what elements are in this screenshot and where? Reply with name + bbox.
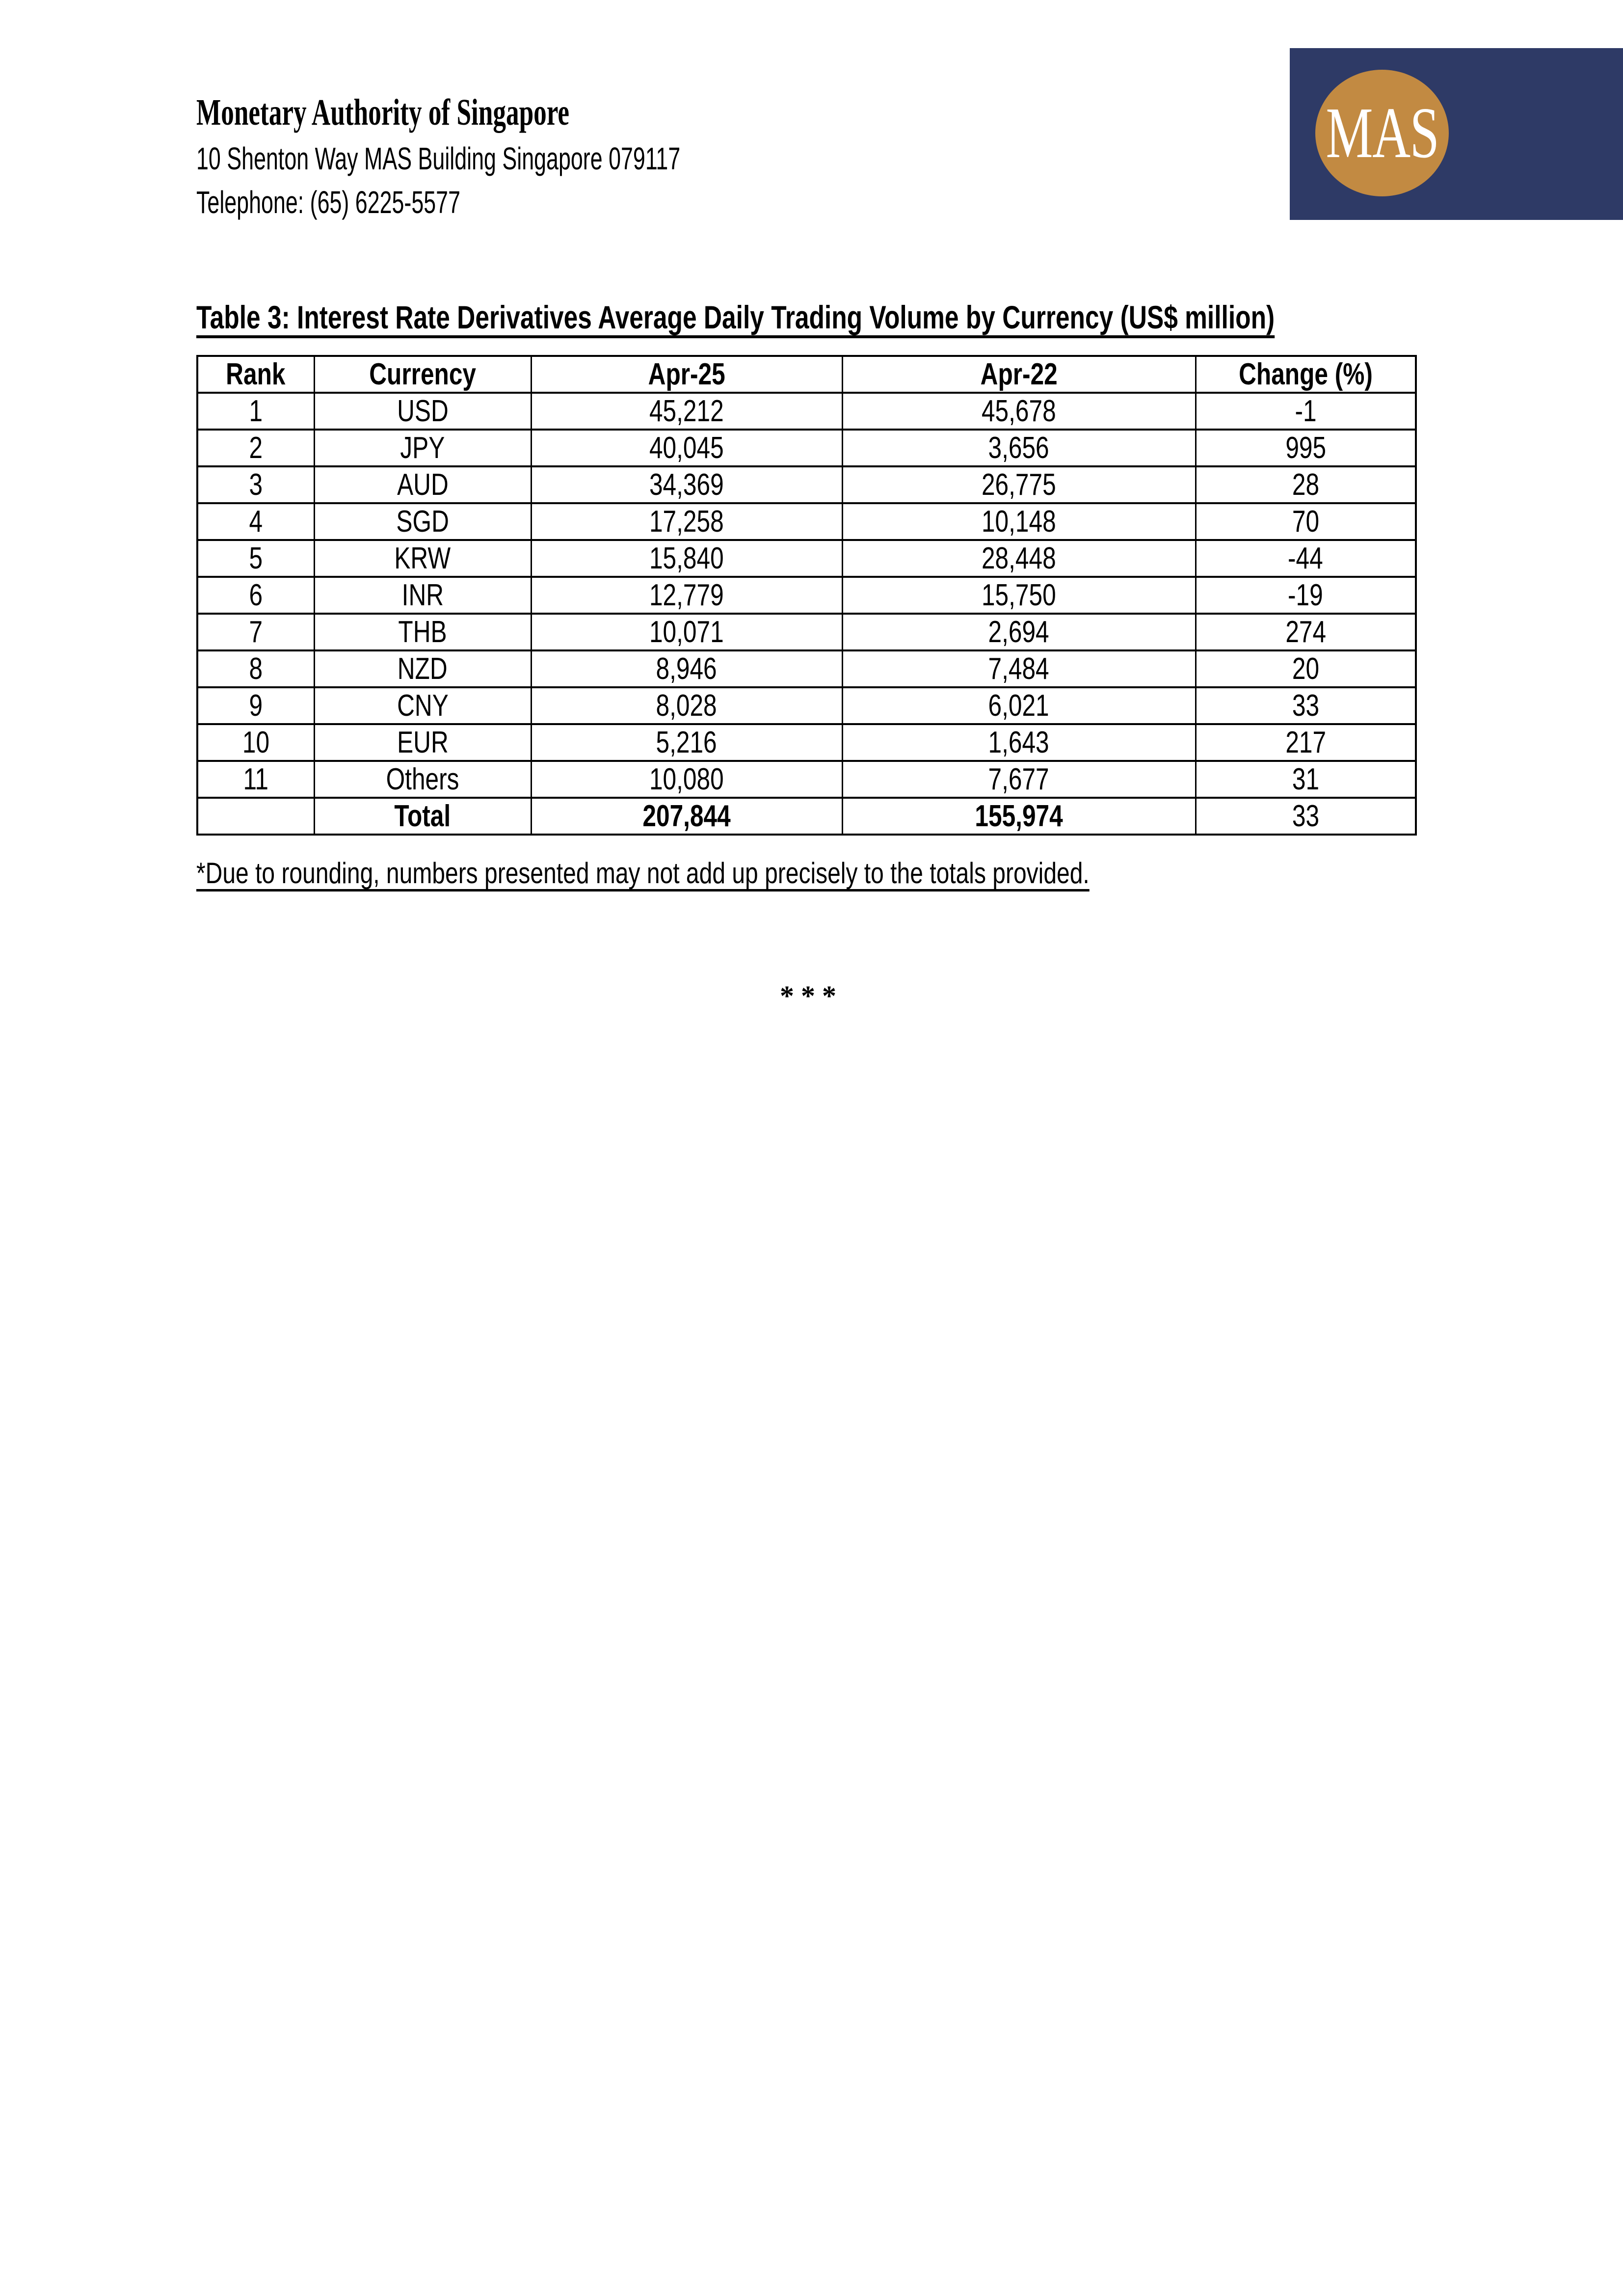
table-row — [197, 503, 1416, 540]
cell-currency: Total — [314, 798, 531, 835]
table-title: Table 3: Interest Rate Derivatives Average Daily Trading Volume by Currency (US$ million) — [196, 299, 1275, 335]
cell-rank: 1 — [197, 393, 314, 430]
cell-change: -1 — [1196, 393, 1416, 430]
cell-apr25: 10,071 — [531, 614, 842, 650]
cell-currency: USD — [314, 393, 531, 430]
cell-apr25: 15,840 — [531, 540, 842, 577]
cell-change: -44 — [1196, 540, 1416, 577]
column-header-rank: Rank — [197, 356, 314, 393]
cell-apr25: 10,080 — [531, 761, 842, 798]
table-row — [197, 393, 1416, 430]
cell-rank: 2 — [197, 430, 314, 466]
cell-rank: 4 — [197, 503, 314, 540]
mas-logo-text: MAS — [1326, 93, 1438, 173]
cell-currency: KRW — [314, 540, 531, 577]
org-telephone: Telephone: (65) 6225-5577 — [196, 185, 461, 220]
cell-currency: NZD — [314, 650, 531, 687]
letterhead — [196, 91, 888, 221]
cell-apr25: 34,369 — [531, 466, 842, 503]
cell-apr22: 15,750 — [842, 577, 1196, 614]
org-address: 10 Shenton Way MAS Building Singapore 079117 — [196, 141, 681, 177]
table-total-row — [197, 798, 1416, 835]
table-row — [197, 724, 1416, 761]
cell-apr25: 207,844 — [531, 798, 842, 835]
cell-change: 274 — [1196, 614, 1416, 650]
cell-change: 20 — [1196, 650, 1416, 687]
table-row — [197, 687, 1416, 724]
cell-rank — [197, 798, 314, 835]
cell-currency: AUD — [314, 466, 531, 503]
cell-apr22: 26,775 — [842, 466, 1196, 503]
cell-rank: 10 — [197, 724, 314, 761]
table-row — [197, 466, 1416, 503]
cell-apr25: 5,216 — [531, 724, 842, 761]
cell-apr22: 3,656 — [842, 430, 1196, 466]
cell-apr25: 40,045 — [531, 430, 842, 466]
table-row — [197, 540, 1416, 577]
cell-currency: JPY — [314, 430, 531, 466]
cell-currency: THB — [314, 614, 531, 650]
cell-change: 28 — [1196, 466, 1416, 503]
mas-logo-ellipse — [1315, 70, 1449, 196]
cell-apr22: 155,974 — [842, 798, 1196, 835]
cell-apr25: 8,028 — [531, 687, 842, 724]
cell-currency: CNY — [314, 687, 531, 724]
cell-rank: 8 — [197, 650, 314, 687]
cell-apr22: 6,021 — [842, 687, 1196, 724]
cell-apr22: 10,148 — [842, 503, 1196, 540]
cell-change: 33 — [1196, 798, 1416, 835]
column-header-currency: Currency — [314, 356, 531, 393]
cell-change: 995 — [1196, 430, 1416, 466]
table-row — [197, 430, 1416, 466]
cell-change: 217 — [1196, 724, 1416, 761]
cell-rank: 3 — [197, 466, 314, 503]
cell-apr22: 28,448 — [842, 540, 1196, 577]
cell-change: 70 — [1196, 503, 1416, 540]
cell-apr25: 8,946 — [531, 650, 842, 687]
end-marker: *** — [780, 980, 843, 1012]
cell-apr22: 7,484 — [842, 650, 1196, 687]
cell-currency: Others — [314, 761, 531, 798]
cell-apr22: 2,694 — [842, 614, 1196, 650]
table-header-row — [197, 356, 1416, 393]
column-header-apr25: Apr-25 — [531, 356, 842, 393]
table-footnote: *Due to rounding, numbers presented may not add up precisely to the totals provided. — [196, 857, 1090, 890]
table-row — [197, 761, 1416, 798]
org-name: Monetary Authority of Singapore — [196, 92, 570, 133]
table-row — [197, 650, 1416, 687]
cell-change: 31 — [1196, 761, 1416, 798]
cell-apr25: 45,212 — [531, 393, 842, 430]
cell-apr22: 7,677 — [842, 761, 1196, 798]
cell-rank: 5 — [197, 540, 314, 577]
cell-currency: EUR — [314, 724, 531, 761]
cell-rank: 7 — [197, 614, 314, 650]
column-header-change: Change (%) — [1196, 356, 1416, 393]
mas-logo — [1290, 48, 1623, 220]
cell-currency: SGD — [314, 503, 531, 540]
cell-change: 33 — [1196, 687, 1416, 724]
trading-volume-table — [196, 355, 1417, 836]
cell-currency: INR — [314, 577, 531, 614]
table-row — [197, 577, 1416, 614]
cell-apr25: 12,779 — [531, 577, 842, 614]
column-header-apr22: Apr-22 — [842, 356, 1196, 393]
table-row — [197, 614, 1416, 650]
cell-change: -19 — [1196, 577, 1416, 614]
cell-rank: 9 — [197, 687, 314, 724]
cell-apr22: 45,678 — [842, 393, 1196, 430]
cell-apr22: 1,643 — [842, 724, 1196, 761]
cell-rank: 11 — [197, 761, 314, 798]
cell-rank: 6 — [197, 577, 314, 614]
cell-apr25: 17,258 — [531, 503, 842, 540]
